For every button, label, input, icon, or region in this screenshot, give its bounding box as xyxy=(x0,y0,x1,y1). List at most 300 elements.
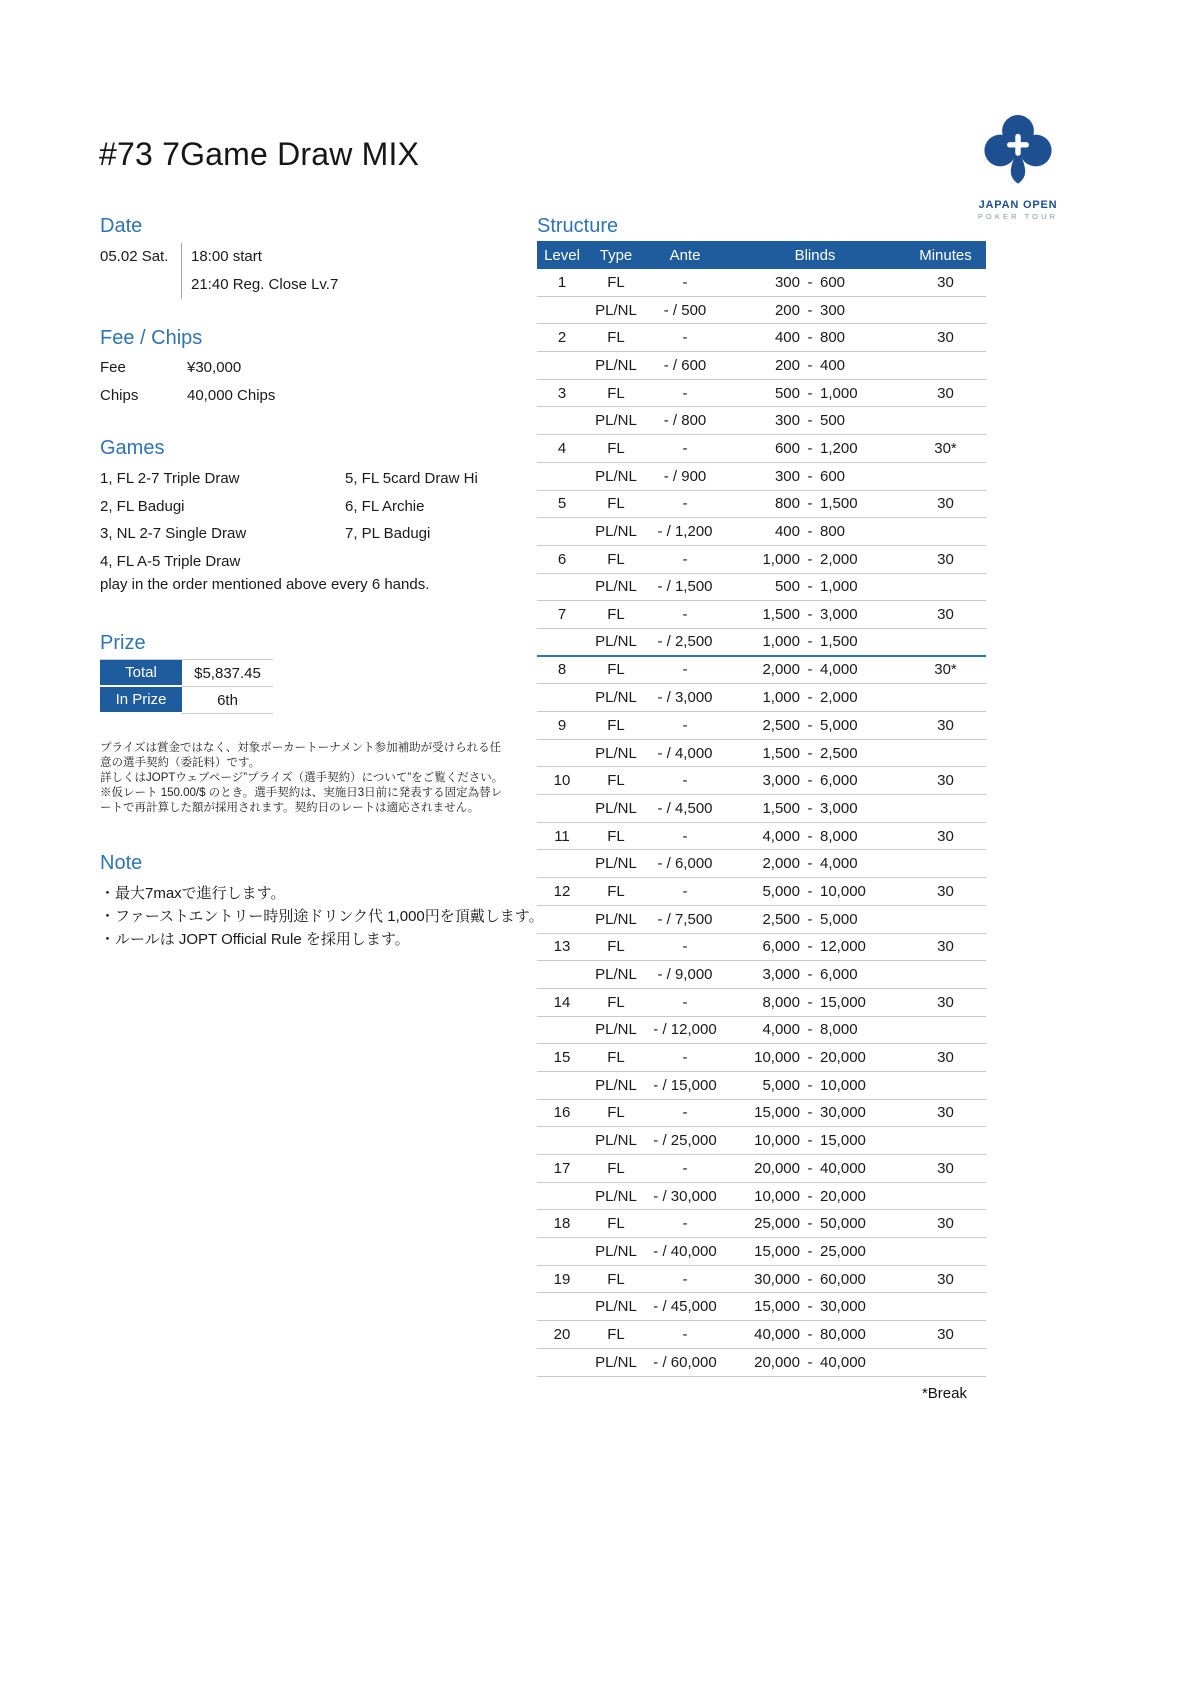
blinds-cell xyxy=(725,495,905,512)
structure-row-plnl xyxy=(537,1017,986,1045)
blinds-separator: - xyxy=(807,412,813,430)
blinds-cell xyxy=(725,578,905,595)
blinds-separator: - xyxy=(807,1021,813,1039)
type-cell: PL/NL xyxy=(595,1132,637,1150)
level-cell: 8 xyxy=(557,661,567,679)
type-cell: FL xyxy=(607,1215,625,1233)
prize-row-value: 6th xyxy=(182,687,273,714)
level-cell: 15 xyxy=(553,1049,571,1067)
blinds-cell xyxy=(725,1243,905,1260)
disclaimer-line: ※仮レート 150.00/$ のとき。選手契約は、実施日3日前に発表する固定為替レートで再計算した額が採用されます。契約日のレートは適応されません。 xyxy=(100,787,503,814)
big-blind-value: 30,000 xyxy=(820,1298,866,1316)
blinds-separator: - xyxy=(807,882,813,900)
structure-row-fl xyxy=(537,989,986,1017)
type-cell: PL/NL xyxy=(595,356,637,374)
level-cell: 17 xyxy=(553,1159,571,1177)
big-blind-value: 3,000 xyxy=(820,799,858,817)
minutes-cell: 30* xyxy=(934,439,957,457)
prize-row xyxy=(100,660,273,687)
structure-row-plnl xyxy=(537,740,986,768)
big-blind-value: 15,000 xyxy=(820,1132,866,1150)
ante-cell: - xyxy=(682,716,688,734)
big-blind-value: 500 xyxy=(820,412,846,430)
structure-row-fl xyxy=(537,491,986,519)
structure-row-plnl xyxy=(537,407,986,435)
minutes-cell: 30 xyxy=(937,1270,954,1288)
type-cell: PL/NL xyxy=(595,966,637,984)
big-blind-value: 40,000 xyxy=(820,1353,866,1371)
ante-cell: - / 30,000 xyxy=(653,1187,717,1205)
type-cell: PL/NL xyxy=(595,855,637,873)
minutes-cell: 30 xyxy=(937,772,954,790)
type-cell: FL xyxy=(607,1049,625,1067)
structure-heading: Structure xyxy=(537,215,619,237)
blinds-separator: - xyxy=(807,329,813,347)
small-blind-value: 200 xyxy=(774,356,800,374)
big-blind-value: 10,000 xyxy=(820,1076,866,1094)
blinds-separator: - xyxy=(807,384,813,402)
blinds-separator: - xyxy=(807,1132,813,1150)
blinds-cell xyxy=(725,772,905,789)
small-blind-value: 15,000 xyxy=(754,1242,800,1260)
games-footer: play in the order mentioned above every 6 hands. xyxy=(100,576,430,593)
minutes-cell: 30 xyxy=(937,273,954,291)
small-blind-value: 500 xyxy=(774,384,800,402)
structure-row-fl xyxy=(537,878,986,906)
type-cell: FL xyxy=(607,1159,625,1177)
minutes-cell: 30 xyxy=(937,1325,954,1343)
small-blind-value: 25,000 xyxy=(754,1215,800,1233)
blinds-cell xyxy=(725,440,905,457)
structure-row-fl xyxy=(537,1044,986,1072)
structure-row-plnl xyxy=(537,463,986,491)
structure-row-fl xyxy=(537,1266,986,1294)
type-cell: FL xyxy=(607,273,625,291)
level-cell: 5 xyxy=(557,495,567,513)
big-blind-value: 8,000 xyxy=(820,1021,858,1039)
minutes-cell: 30 xyxy=(937,1049,954,1067)
structure-table-body xyxy=(537,269,986,1377)
big-blind-value: 5,000 xyxy=(820,716,858,734)
blinds-separator: - xyxy=(807,799,813,817)
blinds-separator: - xyxy=(807,1049,813,1067)
small-blind-value: 200 xyxy=(774,301,800,319)
structure-row-plnl xyxy=(537,352,986,380)
date-heading: Date xyxy=(100,215,143,237)
level-cell: 6 xyxy=(557,550,567,568)
small-blind-value: 10,000 xyxy=(754,1132,800,1150)
level-cell: 7 xyxy=(557,606,567,624)
blinds-cell xyxy=(725,1104,905,1121)
type-cell: PL/NL xyxy=(595,578,637,596)
blinds-cell xyxy=(725,1354,905,1371)
blinds-cell xyxy=(725,468,905,485)
big-blind-value: 10,000 xyxy=(820,882,866,900)
big-blind-value: 30,000 xyxy=(820,1104,866,1122)
type-cell: FL xyxy=(607,439,625,457)
blinds-separator: - xyxy=(807,1298,813,1316)
structure-column-header: Ante xyxy=(669,246,701,264)
structure-row-fl xyxy=(537,823,986,851)
ante-cell: - xyxy=(682,938,688,956)
ante-cell: - / 60,000 xyxy=(653,1353,717,1371)
type-cell: FL xyxy=(607,661,625,679)
date-section xyxy=(100,215,430,299)
structure-row-plnl xyxy=(537,1349,986,1377)
games-column-2 xyxy=(345,465,478,575)
ante-cell: - / 9,000 xyxy=(657,966,713,984)
break-note: *Break xyxy=(921,1384,967,1402)
blinds-separator: - xyxy=(807,855,813,873)
structure-column-header: Type xyxy=(599,246,633,264)
ante-cell: - / 600 xyxy=(663,356,707,374)
ante-cell: - / 7,500 xyxy=(657,910,713,928)
small-blind-value: 1,000 xyxy=(762,550,800,568)
type-cell: PL/NL xyxy=(595,633,637,651)
level-cell: 14 xyxy=(553,993,571,1011)
fee-chips-heading: Fee / Chips xyxy=(100,327,203,349)
date-time-line: 21:40 Reg. Close Lv.7 xyxy=(191,276,339,293)
blinds-separator: - xyxy=(807,467,813,485)
structure-row-plnl xyxy=(537,1238,986,1266)
note-heading: Note xyxy=(100,852,143,874)
ante-cell: - / 45,000 xyxy=(653,1298,717,1316)
fee-chips-label: Chips xyxy=(100,387,139,404)
date-time-line: 18:00 start xyxy=(191,248,262,265)
big-blind-value: 4,000 xyxy=(820,855,858,873)
ante-cell: - / 40,000 xyxy=(653,1242,717,1260)
fee-chips-row xyxy=(100,382,430,410)
prize-table xyxy=(100,659,273,714)
type-cell: FL xyxy=(607,1104,625,1122)
blinds-cell xyxy=(725,1215,905,1232)
game-item: 4, FL A-5 Triple Draw xyxy=(100,552,241,570)
level-cell: 12 xyxy=(553,882,571,900)
page-title: #73 7Game Draw MIX xyxy=(99,136,420,172)
big-blind-value: 12,000 xyxy=(820,938,866,956)
type-cell: PL/NL xyxy=(595,1187,637,1205)
note-items xyxy=(100,882,560,951)
small-blind-value: 2,000 xyxy=(762,855,800,873)
blinds-cell xyxy=(725,1271,905,1288)
note-item: ・ファーストエントリー時別途ドリンク代 1,000円を頂戴します。 xyxy=(100,908,544,925)
structure-column-header: Level xyxy=(544,246,580,264)
blinds-cell xyxy=(725,523,905,540)
prize-row-label: Total xyxy=(100,660,182,687)
minutes-cell: 30 xyxy=(937,606,954,624)
big-blind-value: 300 xyxy=(820,301,846,319)
ante-cell: - xyxy=(682,882,688,900)
big-blind-value: 25,000 xyxy=(820,1242,866,1260)
blinds-cell xyxy=(725,855,905,872)
structure-row-plnl xyxy=(537,795,986,823)
game-item: 7, PL Badugi xyxy=(345,525,431,542)
small-blind-value: 2,500 xyxy=(762,716,800,734)
level-cell: 16 xyxy=(553,1104,571,1122)
big-blind-value: 60,000 xyxy=(820,1270,866,1288)
blinds-cell xyxy=(725,911,905,928)
structure-row-plnl xyxy=(537,684,986,712)
blinds-cell xyxy=(725,633,905,650)
ante-cell: - / 1,200 xyxy=(657,523,713,541)
ante-cell: - xyxy=(682,827,688,845)
big-blind-value: 3,000 xyxy=(820,606,858,624)
structure-row-fl xyxy=(537,1321,986,1349)
small-blind-value: 600 xyxy=(774,439,800,457)
small-blind-value: 15,000 xyxy=(754,1104,800,1122)
ante-cell: - xyxy=(682,384,688,402)
ante-cell: - xyxy=(682,550,688,568)
small-blind-value: 800 xyxy=(774,495,800,513)
small-blind-value: 300 xyxy=(774,412,800,430)
big-blind-value: 4,000 xyxy=(820,661,858,679)
small-blind-value: 40,000 xyxy=(754,1325,800,1343)
blinds-cell xyxy=(725,745,905,762)
ante-cell: - xyxy=(682,772,688,790)
type-cell: PL/NL xyxy=(595,301,637,319)
small-blind-value: 2,000 xyxy=(762,661,800,679)
note-item: ・ルールは JOPT Official Rule を採用します。 xyxy=(100,931,410,948)
date-day: 05.02 Sat. xyxy=(100,248,169,265)
type-cell: FL xyxy=(607,550,625,568)
blinds-separator: - xyxy=(807,578,813,596)
ante-cell: - xyxy=(682,1104,688,1122)
blinds-cell xyxy=(725,551,905,568)
blinds-separator: - xyxy=(807,716,813,734)
minutes-cell: 30 xyxy=(937,1215,954,1233)
small-blind-value: 20,000 xyxy=(754,1353,800,1371)
minutes-cell: 30 xyxy=(937,827,954,845)
blinds-cell xyxy=(725,938,905,955)
ante-cell: - xyxy=(682,1159,688,1177)
blinds-cell xyxy=(725,883,905,900)
blinds-cell xyxy=(725,994,905,1011)
game-item: 6, FL Archie xyxy=(345,497,425,515)
level-cell: 13 xyxy=(553,938,571,956)
structure-row-plnl xyxy=(537,629,986,657)
ante-cell: - xyxy=(682,1049,688,1067)
small-blind-value: 4,000 xyxy=(762,1021,800,1039)
prize-row-label: In Prize xyxy=(100,687,182,714)
blinds-separator: - xyxy=(807,689,813,707)
ante-cell: - / 4,000 xyxy=(657,744,713,762)
blinds-separator: - xyxy=(807,301,813,319)
ante-cell: - xyxy=(682,1215,688,1233)
prize-disclaimer xyxy=(100,741,512,816)
blinds-cell xyxy=(725,1298,905,1315)
level-cell: 18 xyxy=(553,1215,571,1233)
blinds-separator: - xyxy=(807,1187,813,1205)
date-content xyxy=(100,243,430,299)
ante-cell: - xyxy=(682,1325,688,1343)
big-blind-value: 6,000 xyxy=(820,966,858,984)
blinds-separator: - xyxy=(807,744,813,762)
blinds-cell xyxy=(725,661,905,678)
fee-chips-value: ¥30,000 xyxy=(187,359,242,376)
blinds-separator: - xyxy=(807,495,813,513)
small-blind-value: 400 xyxy=(774,329,800,347)
big-blind-value: 15,000 xyxy=(820,993,866,1011)
structure-row-plnl xyxy=(537,1072,986,1100)
ante-cell: - xyxy=(682,329,688,347)
structure-row-fl xyxy=(537,324,986,352)
minutes-cell: 30 xyxy=(937,716,954,734)
blinds-cell xyxy=(725,800,905,817)
blinds-cell xyxy=(725,1021,905,1038)
structure-section xyxy=(537,215,986,1402)
blinds-separator: - xyxy=(807,966,813,984)
ante-cell: - / 1,500 xyxy=(657,578,713,596)
structure-row-plnl xyxy=(537,1127,986,1155)
minutes-cell: 30* xyxy=(934,661,957,679)
type-cell: FL xyxy=(607,1270,625,1288)
structure-column-header: Blinds xyxy=(794,246,836,264)
type-cell: FL xyxy=(607,1325,625,1343)
level-cell: 3 xyxy=(557,384,567,402)
blinds-separator: - xyxy=(807,1325,813,1343)
level-cell: 4 xyxy=(557,439,567,457)
blinds-separator: - xyxy=(807,1242,813,1260)
disclaimer-line: プライズは賞金ではなく、対象ポーカートーナメント参加補助が受けられる任意の選手契約（委託料）です。 xyxy=(100,742,502,769)
minutes-cell: 30 xyxy=(937,329,954,347)
fee-chips-value: 40,000 Chips xyxy=(187,387,276,404)
blinds-cell xyxy=(725,357,905,374)
blinds-cell xyxy=(725,1132,905,1149)
blinds-separator: - xyxy=(807,938,813,956)
level-cell: 20 xyxy=(553,1325,571,1343)
blinds-separator: - xyxy=(807,633,813,651)
ante-cell: - xyxy=(682,495,688,513)
type-cell: PL/NL xyxy=(595,1298,637,1316)
type-cell: PL/NL xyxy=(595,523,637,541)
blinds-separator: - xyxy=(807,1159,813,1177)
ante-cell: - / 4,500 xyxy=(657,799,713,817)
ante-cell: - / 900 xyxy=(663,467,707,485)
ante-cell: - xyxy=(682,606,688,624)
structure-row-fl xyxy=(537,934,986,962)
level-cell: 9 xyxy=(557,716,567,734)
games-section xyxy=(100,437,540,593)
blinds-cell xyxy=(725,717,905,734)
structure-table xyxy=(537,241,986,1377)
ante-cell: - / 2,500 xyxy=(657,633,713,651)
big-blind-value: 40,000 xyxy=(820,1159,866,1177)
structure-row-plnl xyxy=(537,518,986,546)
note-section xyxy=(100,852,560,951)
structure-row-plnl xyxy=(537,1293,986,1321)
structure-row-fl xyxy=(537,380,986,408)
type-cell: PL/NL xyxy=(595,1021,637,1039)
level-cell: 1 xyxy=(557,273,567,291)
big-blind-value: 8,000 xyxy=(820,827,858,845)
blinds-cell xyxy=(725,385,905,402)
blinds-separator: - xyxy=(807,550,813,568)
big-blind-value: 1,200 xyxy=(820,439,858,457)
fee-chips-row xyxy=(100,354,430,382)
type-cell: FL xyxy=(607,495,625,513)
small-blind-value: 1,500 xyxy=(762,606,800,624)
big-blind-value: 1,000 xyxy=(820,384,858,402)
minutes-cell: 30 xyxy=(937,384,954,402)
blinds-cell xyxy=(725,1188,905,1205)
prize-row xyxy=(100,687,273,714)
big-blind-value: 1,000 xyxy=(820,578,858,596)
note-item: ・最大7maxで進行します。 xyxy=(100,885,286,902)
blinds-cell xyxy=(725,1049,905,1066)
structure-row-fl xyxy=(537,657,986,685)
disclaimer-line: 詳しくはJOPTウェブページ”プライズ（選手契約）について”をご覧ください。 xyxy=(100,772,504,784)
big-blind-value: 400 xyxy=(820,356,846,374)
big-blind-value: 6,000 xyxy=(820,772,858,790)
blinds-separator: - xyxy=(807,772,813,790)
big-blind-value: 800 xyxy=(820,523,846,541)
big-blind-value: 600 xyxy=(820,273,846,291)
big-blind-value: 1,500 xyxy=(820,495,858,513)
blinds-separator: - xyxy=(807,910,813,928)
big-blind-value: 80,000 xyxy=(820,1325,866,1343)
blinds-cell xyxy=(725,412,905,429)
structure-row-plnl xyxy=(537,850,986,878)
level-cell: 10 xyxy=(553,772,571,790)
type-cell: FL xyxy=(607,384,625,402)
blinds-separator: - xyxy=(807,606,813,624)
small-blind-value: 2,500 xyxy=(762,910,800,928)
big-blind-value: 2,000 xyxy=(820,550,858,568)
blinds-separator: - xyxy=(807,661,813,679)
small-blind-value: 1,000 xyxy=(762,689,800,707)
small-blind-value: 4,000 xyxy=(762,827,800,845)
small-blind-value: 5,000 xyxy=(762,882,800,900)
structure-row-plnl xyxy=(537,961,986,989)
type-cell: PL/NL xyxy=(595,1353,637,1371)
small-blind-value: 1,500 xyxy=(762,744,800,762)
type-cell: FL xyxy=(607,772,625,790)
fee-chips-section xyxy=(100,327,430,410)
structure-row-fl xyxy=(537,269,986,297)
games-column-1 xyxy=(100,465,345,575)
blinds-separator: - xyxy=(807,827,813,845)
minutes-cell: 30 xyxy=(937,495,954,513)
date-times xyxy=(181,243,430,299)
game-item: 3, NL 2-7 Single Draw xyxy=(100,525,247,542)
minutes-cell: 30 xyxy=(937,882,954,900)
structure-table-header xyxy=(537,241,986,269)
big-blind-value: 2,000 xyxy=(820,689,858,707)
blinds-separator: - xyxy=(807,1076,813,1094)
level-cell: 19 xyxy=(553,1270,571,1288)
blinds-separator: - xyxy=(807,993,813,1011)
small-blind-value: 30,000 xyxy=(754,1270,800,1288)
game-item: 1, FL 2-7 Triple Draw xyxy=(100,470,240,487)
small-blind-value: 1,500 xyxy=(762,799,800,817)
type-cell: PL/NL xyxy=(595,744,637,762)
small-blind-value: 15,000 xyxy=(754,1298,800,1316)
type-cell: FL xyxy=(607,938,625,956)
small-blind-value: 3,000 xyxy=(762,772,800,790)
ante-cell: - / 25,000 xyxy=(653,1132,717,1150)
type-cell: FL xyxy=(607,606,625,624)
structure-row-fl xyxy=(537,1155,986,1183)
blinds-cell xyxy=(725,966,905,983)
blinds-cell xyxy=(725,828,905,845)
ante-cell: - xyxy=(682,273,688,291)
small-blind-value: 1,000 xyxy=(762,633,800,651)
small-blind-value: 500 xyxy=(774,578,800,596)
small-blind-value: 300 xyxy=(774,273,800,291)
fee-chips-label: Fee xyxy=(100,359,126,376)
blinds-separator: - xyxy=(807,439,813,457)
game-item: 2, FL Badugi xyxy=(100,497,185,515)
